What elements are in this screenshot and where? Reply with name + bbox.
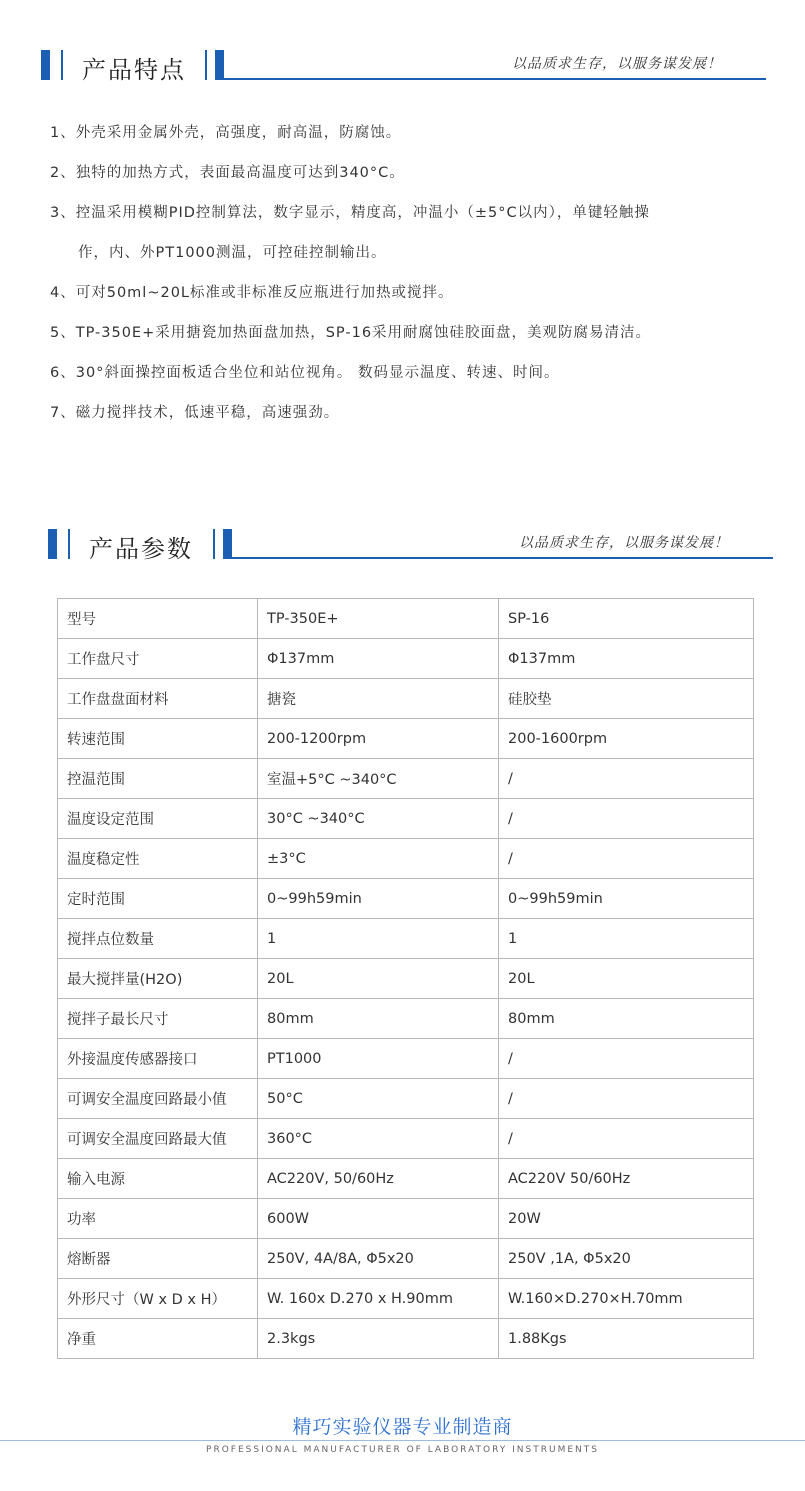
table-row xyxy=(58,679,754,719)
features-list xyxy=(50,118,770,438)
param-value-cell: ±3°C xyxy=(258,839,499,879)
table-row xyxy=(58,879,754,919)
table-row xyxy=(58,839,754,879)
table-row xyxy=(58,919,754,959)
feature-item: 7、磁力搅拌技术，低速平稳，高速强劲。 xyxy=(50,405,340,421)
param-name-cell: 最大搅拌量(H2O) xyxy=(58,959,258,999)
param-value-cell: 250V, 4A/8A, Φ5x20 xyxy=(258,1239,499,1279)
header-accent-bar xyxy=(223,529,232,559)
param-value-cell: TP-350E+ xyxy=(258,599,499,639)
header-accent-bar xyxy=(41,50,50,80)
param-name-cell: 型号 xyxy=(58,599,258,639)
feature-item: 3、控温采用模糊PID控制算法，数字显示，精度高，冲温小（±5°C以内），单键轻触操 xyxy=(50,205,650,221)
table-row xyxy=(58,1319,754,1359)
param-value-cell: 室温+5°C ~340°C xyxy=(258,759,499,799)
param-value-cell: / xyxy=(499,1119,754,1159)
param-value-cell: / xyxy=(499,839,754,879)
param-value-cell: 硅胶垫 xyxy=(499,679,754,719)
param-value-cell: 20L xyxy=(258,959,499,999)
param-value-cell: 200-1200rpm xyxy=(258,719,499,759)
param-value-cell: 2.3kgs xyxy=(258,1319,499,1359)
feature-item: 4、可对50ml~20L标准或非标准反应瓶进行加热或搅拌。 xyxy=(50,285,454,301)
section-header-params xyxy=(0,527,805,577)
param-value-cell: / xyxy=(499,1039,754,1079)
param-name-cell: 定时范围 xyxy=(58,879,258,919)
table-row xyxy=(58,1079,754,1119)
param-name-cell: 净重 xyxy=(58,1319,258,1359)
header-accent-thin xyxy=(205,50,207,80)
param-name-cell: 可调安全温度回路最大值 xyxy=(58,1119,258,1159)
param-value-cell: 50°C xyxy=(258,1079,499,1119)
header-accent-thin xyxy=(213,529,215,559)
feature-item: 2、独特的加热方式，表面最高温度可达到340°C。 xyxy=(50,165,405,181)
param-value-cell: 360°C xyxy=(258,1119,499,1159)
header-accent-bar xyxy=(215,50,224,80)
header-underline xyxy=(232,557,773,559)
table-row xyxy=(58,1279,754,1319)
feature-item: 6、30°斜面操控面板适合坐位和站位视角。 数码显示温度、转速、时间。 xyxy=(50,365,560,381)
section-title: 产品参数 xyxy=(89,535,193,563)
param-value-cell: / xyxy=(499,1079,754,1119)
param-name-cell: 控温范围 xyxy=(58,759,258,799)
section-slogan: 以品质求生存，以服务谋发展！ xyxy=(519,535,729,551)
table-row xyxy=(58,1159,754,1199)
param-name-cell: 外形尺寸（W x D x H） xyxy=(58,1279,258,1319)
table-row xyxy=(58,999,754,1039)
param-name-cell: 功率 xyxy=(58,1199,258,1239)
footer-tagline: 精巧实验仪器专业制造商 xyxy=(292,1416,513,1438)
param-value-cell: 80mm xyxy=(258,999,499,1039)
param-name-cell: 温度稳定性 xyxy=(58,839,258,879)
param-value-cell: 0~99h59min xyxy=(499,879,754,919)
param-value-cell: 200-1600rpm xyxy=(499,719,754,759)
section-slogan: 以品质求生存，以服务谋发展！ xyxy=(512,56,722,72)
param-name-cell: 工作盘尺寸 xyxy=(58,639,258,679)
header-accent-bar xyxy=(48,529,57,559)
param-name-cell: 工作盘盘面材料 xyxy=(58,679,258,719)
params-table xyxy=(57,598,754,1359)
footer-divider xyxy=(0,1440,805,1441)
param-value-cell: 600W xyxy=(258,1199,499,1239)
section-title: 产品特点 xyxy=(82,56,186,84)
param-value-cell: 1 xyxy=(499,919,754,959)
feature-item: 1、外壳采用金属外壳，高强度，耐高温，防腐蚀。 xyxy=(50,125,402,141)
param-value-cell: 250V ,1A, Φ5x20 xyxy=(499,1239,754,1279)
header-underline xyxy=(224,78,766,80)
param-name-cell: 输入电源 xyxy=(58,1159,258,1199)
table-row xyxy=(58,639,754,679)
param-value-cell: 80mm xyxy=(499,999,754,1039)
param-name-cell: 温度设定范围 xyxy=(58,799,258,839)
feature-item: 5、TP-350E+采用搪瓷加热面盘加热，SP-16采用耐腐蚀硅胶面盘，美观防腐易清洁。 xyxy=(50,325,652,341)
table-row xyxy=(58,719,754,759)
table-row xyxy=(58,959,754,999)
footer-tagline-en: PROFESSIONAL MANUFACTURER OF LABORATORY INSTRUMENTS xyxy=(206,1445,599,1455)
feature-item-continued: 作，内、外PT1000测温，可控硅控制输出。 xyxy=(78,245,387,261)
param-value-cell: W.160×D.270×H.70mm xyxy=(499,1279,754,1319)
param-value-cell: 20W xyxy=(499,1199,754,1239)
table-row xyxy=(58,1199,754,1239)
header-accent-thin xyxy=(68,529,70,559)
param-value-cell: / xyxy=(499,759,754,799)
param-name-cell: 熔断器 xyxy=(58,1239,258,1279)
param-name-cell: 搅拌子最长尺寸 xyxy=(58,999,258,1039)
param-value-cell: 搪瓷 xyxy=(258,679,499,719)
table-row xyxy=(58,599,754,639)
param-value-cell: 1 xyxy=(258,919,499,959)
table-row xyxy=(58,1039,754,1079)
param-value-cell: 20L xyxy=(499,959,754,999)
table-row xyxy=(58,1239,754,1279)
param-value-cell: W. 160x D.270 x H.90mm xyxy=(258,1279,499,1319)
table-row xyxy=(58,759,754,799)
param-value-cell: Φ137mm xyxy=(258,639,499,679)
param-name-cell: 外接温度传感器接口 xyxy=(58,1039,258,1079)
param-value-cell: SP-16 xyxy=(499,599,754,639)
param-value-cell: 1.88Kgs xyxy=(499,1319,754,1359)
param-value-cell: / xyxy=(499,799,754,839)
param-value-cell: 30°C ~340°C xyxy=(258,799,499,839)
param-name-cell: 可调安全温度回路最小值 xyxy=(58,1079,258,1119)
param-name-cell: 转速范围 xyxy=(58,719,258,759)
param-value-cell: AC220V, 50/60Hz xyxy=(258,1159,499,1199)
table-row xyxy=(58,799,754,839)
section-header-features xyxy=(0,48,805,98)
header-accent-thin xyxy=(61,50,63,80)
param-value-cell: PT1000 xyxy=(258,1039,499,1079)
param-value-cell: Φ137mm xyxy=(499,639,754,679)
table-row xyxy=(58,1119,754,1159)
param-value-cell: 0~99h59min xyxy=(258,879,499,919)
param-name-cell: 搅拌点位数量 xyxy=(58,919,258,959)
param-value-cell: AC220V 50/60Hz xyxy=(499,1159,754,1199)
